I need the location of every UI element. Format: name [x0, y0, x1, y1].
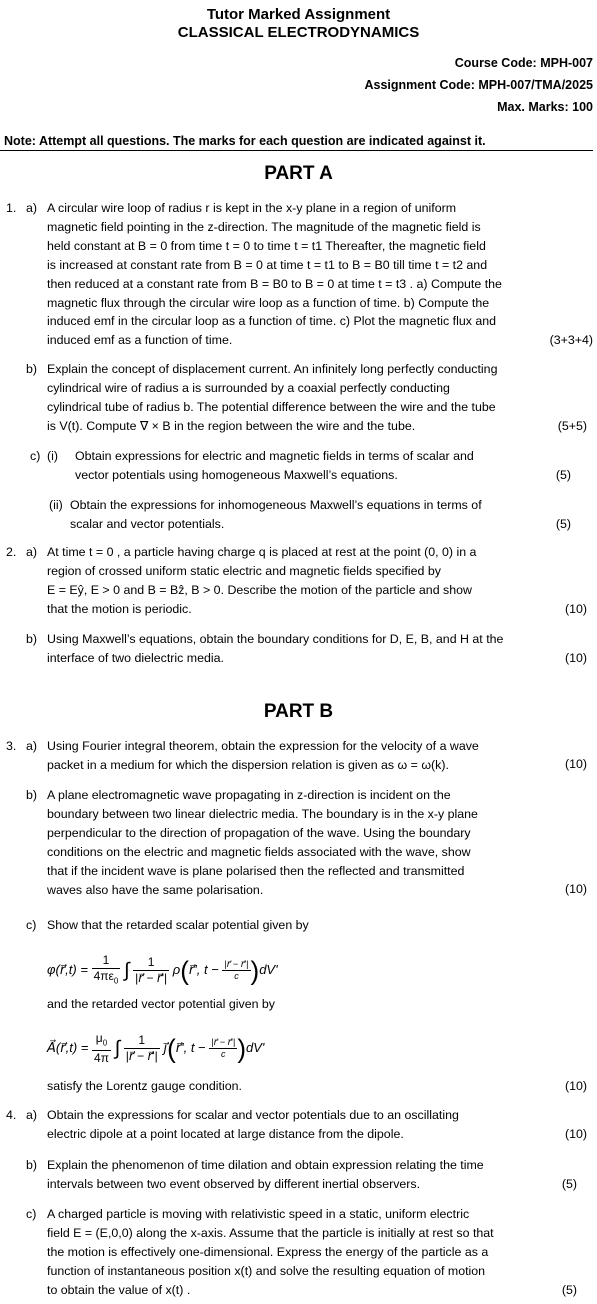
q1b-label: b): [26, 362, 38, 376]
q1a-text: [47, 199, 502, 350]
q3b-line: waves also have the same polarisation.: [47, 882, 264, 897]
q1a-line: then reduced at a constant rate from B = B0 to B = 0 at time t = t3 . a) Compute the: [47, 276, 502, 291]
title-line-1: Tutor Marked Assignment: [206, 6, 391, 23]
q2a-marks: (10): [564, 602, 587, 616]
max-marks: Max. Marks: 100: [497, 100, 593, 114]
fraction-retarded-time: $\frac{|r⃗ - r⃗'|}{c}$: [224, 959, 249, 982]
q2a-line: E = Eŷ, E > 0 and B = Bẑ, B > 0. Describe the motion of the particle and show: [47, 582, 472, 597]
q4c-line: the motion is effectively one-dimensional. Express the energy of the particle as a: [47, 1244, 489, 1259]
q3b-line: that if the incident wave is plane polarised then the reflected and transmitted: [47, 863, 465, 878]
q2b-line: interface of two dielectric media.: [47, 650, 224, 665]
q3b-marks: (10): [564, 882, 587, 896]
q4b-line: intervals between two event observed by different inertial observers.: [47, 1176, 421, 1191]
title-line-2: CLASSICAL ELECTRODYNAMICS: [177, 24, 420, 41]
q1a-line: held constant at B = 0 from time t = 0 to time t = t1 Thereafter, the magnetic field: [47, 238, 486, 253]
fraction-one-over-distance-2: $\frac{1}{|r⃗ - r⃗'|}$: [125, 1033, 158, 1064]
instructions-note: Note: Attempt all questions. The marks for each question are indicated against it.: [4, 134, 486, 148]
q3a-label: a): [26, 739, 38, 753]
course-code: Course Code: MPH-007: [454, 56, 593, 70]
q1a-line: induced emf in the circular loop as a function of time. c) Plot the magnetic flux and: [47, 314, 497, 329]
q1b-marks: (5+5): [557, 419, 587, 433]
q1ci-line: vector potentials using homogeneous Maxwell’s equations.: [75, 467, 398, 482]
q1ci-line: Obtain expressions for electric and magnetic fields in terms of scalar and: [75, 449, 474, 463]
q3c-closing: satisfy the Lorentz gauge condition.: [47, 1079, 242, 1093]
q1a-line: magnetic flux through the circular wire loop as a function of time. b) Compute the: [47, 295, 490, 310]
q4a-text: [47, 1106, 459, 1144]
q1a-line: magnetic field pointing in the z-direction. The magnitude of the magnetic field is: [47, 219, 481, 234]
q3b-line: A plane electromagnetic wave propagating in z-direction is incident on the: [47, 788, 451, 802]
q3b-label: b): [26, 788, 38, 802]
q4b-label: b): [26, 1158, 38, 1172]
q4a-label: a): [26, 1108, 38, 1122]
q3b-line: conditions on the electric and magnetic fields associated with the wave, show: [47, 844, 471, 859]
question-4-number: 4.: [6, 1108, 17, 1122]
q4c-line: field E = (E,0,0) along the x-axis. Assume that the particle is initially at rest so that: [47, 1225, 494, 1240]
q1b-text: [47, 360, 497, 436]
q4b-line: Explain the phenomenon of time dilation and obtain expression relating the time: [47, 1158, 484, 1172]
q3a-text: [47, 737, 479, 775]
q3a-marks: (10): [564, 757, 587, 771]
q3c-intro: Show that the retarded scalar potential given by: [47, 918, 309, 932]
q4a-line: Obtain the expressions for scalar and vector potentials due to an oscillating: [47, 1108, 459, 1122]
q2b-line: Using Maxwell’s equations, obtain the boundary conditions for D, E, B, and H at the: [47, 632, 504, 646]
q3a-line: packet in a medium for which the dispersion relation is given as ω = ω(k).: [47, 757, 449, 772]
q4c-line: function of instantaneous position x(t) and solve the resulting equation of motion: [47, 1263, 486, 1278]
q4c-line: A charged particle is moving with relativistic speed in a static, uniform electric: [47, 1207, 470, 1221]
q4c-line: to obtain the value of x(t) .: [47, 1282, 191, 1297]
q2b-marks: (10): [564, 651, 587, 665]
q4c-marks: (5): [561, 1283, 577, 1297]
fraction-one-over-four-pi-epsilon: $\frac{1}{4\pi\varepsilon_0}$: [93, 952, 119, 986]
q1cii-marks: (5): [555, 517, 571, 531]
q4a-marks: (10): [564, 1127, 587, 1141]
q1c-label: c): [30, 449, 41, 463]
scalar-potential-equation: φ(r⃗,t) = $\frac{1}{4\pi\varepsilon_0}$ ∫ $\frac{1}{|r⃗ - r⃗'|}$ ρ(r⃗', t − $\frac{|r⃗ - r⃗'|}{c}$ )dV': [47, 942, 278, 998]
q1cii-label: (ii): [49, 498, 63, 512]
q1b-line: Explain the concept of displacement current. An infinitely long perfectly conducting: [47, 362, 498, 376]
q1b-line: cylindrical wire of radius a is surrounded by a coaxial perfectly conducting: [47, 380, 450, 395]
q2a-line: At time t = 0 , a particle having charge q is placed at rest at the point (0, 0) in a: [47, 545, 477, 559]
q1cii-line: Obtain the expressions for inhomogeneous Maxwell’s equations in terms of: [70, 498, 482, 512]
q3c-label: c): [26, 918, 37, 932]
q3b-line: boundary between two linear dielectric media. The boundary is in the x-y plane: [47, 806, 478, 821]
q1a-line: A circular wire loop of radius r is kept in the x-y plane in a region of uniform: [47, 201, 457, 215]
q1a-marks: (3+3+4): [549, 333, 593, 347]
q4a-line: electric dipole at a point located at large distance from the dipole.: [47, 1126, 404, 1141]
q1a-line: is increased at constant rate from B = 0 at time t = t1 to B = B0 till time t = t2 and: [47, 257, 488, 272]
q4c-text: [47, 1205, 494, 1300]
q2a-text: [47, 543, 476, 619]
q1ci-marks: (5): [555, 468, 571, 482]
q3b-line: perpendicular to the direction of propagation of the wave. Using the boundary: [47, 825, 471, 840]
part-a-heading: PART A: [264, 163, 333, 184]
q4c-label: c): [26, 1207, 37, 1221]
vector-potential-equation: A⃗(r⃗,t) = $\frac{\mu_0}{4\pi}$ ∫ $\frac{1}{|r⃗ - r⃗'|}$ j⃗(r⃗', t − $\frac{|r⃗ - r⃗'|}{c}$ )dV': [47, 1030, 265, 1066]
q1a-label: a): [26, 201, 38, 215]
q2a-label: a): [26, 545, 38, 559]
q2a-line: region of crossed uniform static electric and magnetic fields specified by: [47, 563, 441, 578]
question-3-number: 3.: [6, 739, 17, 753]
q1b-line: cylindrical tube of radius b. The potential difference between the wire and the tube: [47, 399, 496, 414]
q2a-line: that the motion is periodic.: [47, 601, 192, 616]
q3c-middle: and the retarded vector potential given by: [47, 997, 275, 1011]
q1ci-text: [75, 447, 474, 485]
q1b-line: is V(t). Compute ∇ × B in the region between the wire and the tube.: [47, 418, 416, 433]
q3a-line: Using Fourier integral theorem, obtain the expression for the velocity of a wave: [47, 739, 479, 753]
header-divider: [0, 150, 593, 151]
q1ci-label: (i): [47, 449, 59, 463]
assignment-code: Assignment Code: MPH-007/TMA/2025: [364, 78, 593, 92]
q3b-text: [47, 786, 478, 899]
q3c-marks: (10): [564, 1079, 587, 1093]
q2b-label: b): [26, 632, 38, 646]
question-1-number: 1.: [6, 201, 17, 215]
fraction-one-over-distance: $\frac{1}{|r⃗ - r⃗'|}$: [135, 955, 168, 986]
fraction-mu-over-four-pi: $\frac{\mu_0}{4\pi}$: [94, 1030, 109, 1066]
q4b-text: [47, 1156, 484, 1194]
q1cii-text: [70, 496, 482, 534]
question-2-number: 2.: [6, 545, 17, 559]
q2b-text: [47, 630, 503, 668]
q1a-line: induced emf as a function of time.: [47, 333, 233, 348]
q1cii-line: scalar and vector potentials.: [70, 516, 225, 531]
part-b-heading: PART B: [263, 701, 334, 722]
fraction-retarded-time-2: $\frac{|r⃗ - r⃗'|}{c}$: [211, 1037, 236, 1060]
q4b-marks: (5): [561, 1177, 577, 1191]
